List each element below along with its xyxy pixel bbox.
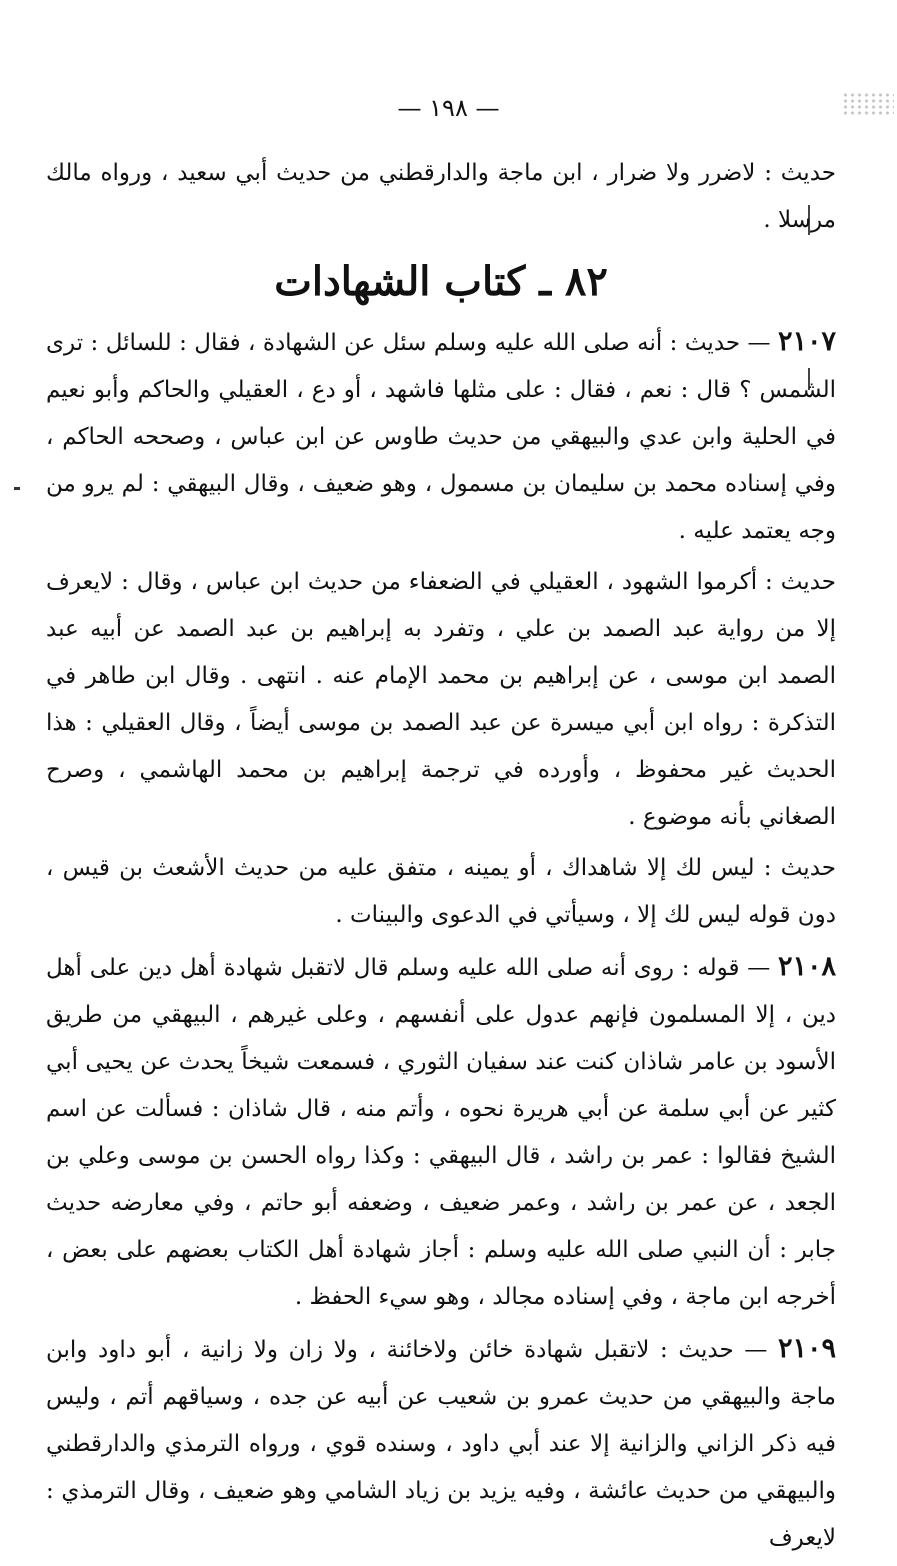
intro-paragraph: حديث : لاضرر ولا ضرار ، ابن ماجة والدارقطني من حديث أبي سعيد ، ورواه مالك مرسلا . (46, 160, 836, 233)
chapter-heading: ٨٢ ـ كتاب الشهادات (274, 258, 608, 305)
entry-number: ٢١٠٨ (777, 951, 836, 982)
hadith-entry (46, 943, 836, 1321)
entry-text: — قوله : روى أنه صلى الله عليه وسلم قال لاتقبل شهادة أهل دين على أهل دين ، إلا المسلمون فإنهم عدول على أنفسهم ، وعلى غيرهم ، البيهقي من طريق الأسود بن عامر شاذان كنت عند سفيان الثوري ، فسمعت شيخاً يحدث عن يحيى أبي كثير عن أبي سلمة عن أبي هريرة نحوه ، وأتم منه ، قال شاذان : فسألت عن اسم الشيخ فقالوا : عمر بن راشد ، قال البيهقي : وكذا رواه الحسن بن موسى وعلي بن الجعد ، عن عمر بن راشد ، وعمر ضعيف ، وضعفه أبو حاتم ، وفي معارضه حديث جابر : أن النبي صلى الله عليه وسلم : أجاز شهادة أهل الكتاب بعضهم على بعض ، أخرجه ابن ماجة ، وفي إسناده مجالد ، وهو سيء الحفظ . (46, 955, 836, 1310)
page-number: — ١٩٨ — (397, 94, 500, 122)
hadith-entry (46, 318, 836, 555)
entry-text: حديث : أكرموا الشهود ، العقيلي في الضعفاء من حديث ابن عباس ، وقال : لايعرف إلا من رواية عبد الصمد بن علي ، وتفرد به إبراهيم بن عبد الصمد عن أبيه عبد الصمد ابن موسى ، عن إبراهيم بن محمد الإمام عنه . انتهى . وقال ابن طاهر في التذكرة : رواه ابن أبي ميسرة عن عبد الصمد بن موسى أيضاً ، وقال العقيلي : هذا الحديث غير محفوظ ، وأورده في ترجمة إبراهيم بن محمد الهاشمي ، وصرح الصغاني بأنه موضوع . (46, 569, 836, 830)
hadith-entry (46, 845, 836, 939)
entry-text: — حديث : أنه صلى الله عليه وسلم سئل عن الشهادة ، فقال : للسائل : ترى الشمس ؟ قال : نعم ، فقال : على مثلها فاشهد ، أو دع ، العقيلي والحاكم وأبو نعيم في الحلية وابن عدي والبيهقي من حديث طاوس عن ابن عباس ، وصححه الحاكم ، وفي إسناده محمد بن سليمان بن مسمول ، وهو ضعيف ، وقال البيهقي : لم يرو من وجه يعتمد عليه . (46, 330, 836, 544)
page-body (46, 150, 836, 1566)
margin-dot (14, 487, 20, 490)
hadith-entry (46, 559, 836, 841)
entry-text: حديث : ليس لك إلا شاهداك ، أو يمينه ، متفق عليه من حديث الأشعث بن قيس ، دون قوله ليس لك إلا ، وسيأتي في الدعوى والبينات . (46, 855, 836, 928)
entry-number: ٢١٠٩ (777, 1333, 836, 1364)
entry-text: — حديث : لاتقبل شهادة خائن ولاخائنة ، ولا زان ولا زانية ، أبو داود وابن ماجة والبيهقي من حديث عمرو بن شعيب عن أبيه عن جده ، وسياقهم أتم ، وليس فيه ذكر الزاني والزانية إلا عند أبي داود ، وسنده قوي ، ورواه الترمذي والدارقطني والبيهقي من حديث عائشة ، وفيه يزيد بن زياد الشامي وهو ضعيف ، وقال الترمذي : لايعرف (46, 1337, 836, 1551)
entry-number: ٢١٠٧ (778, 326, 837, 357)
hadith-entry (46, 1325, 836, 1562)
